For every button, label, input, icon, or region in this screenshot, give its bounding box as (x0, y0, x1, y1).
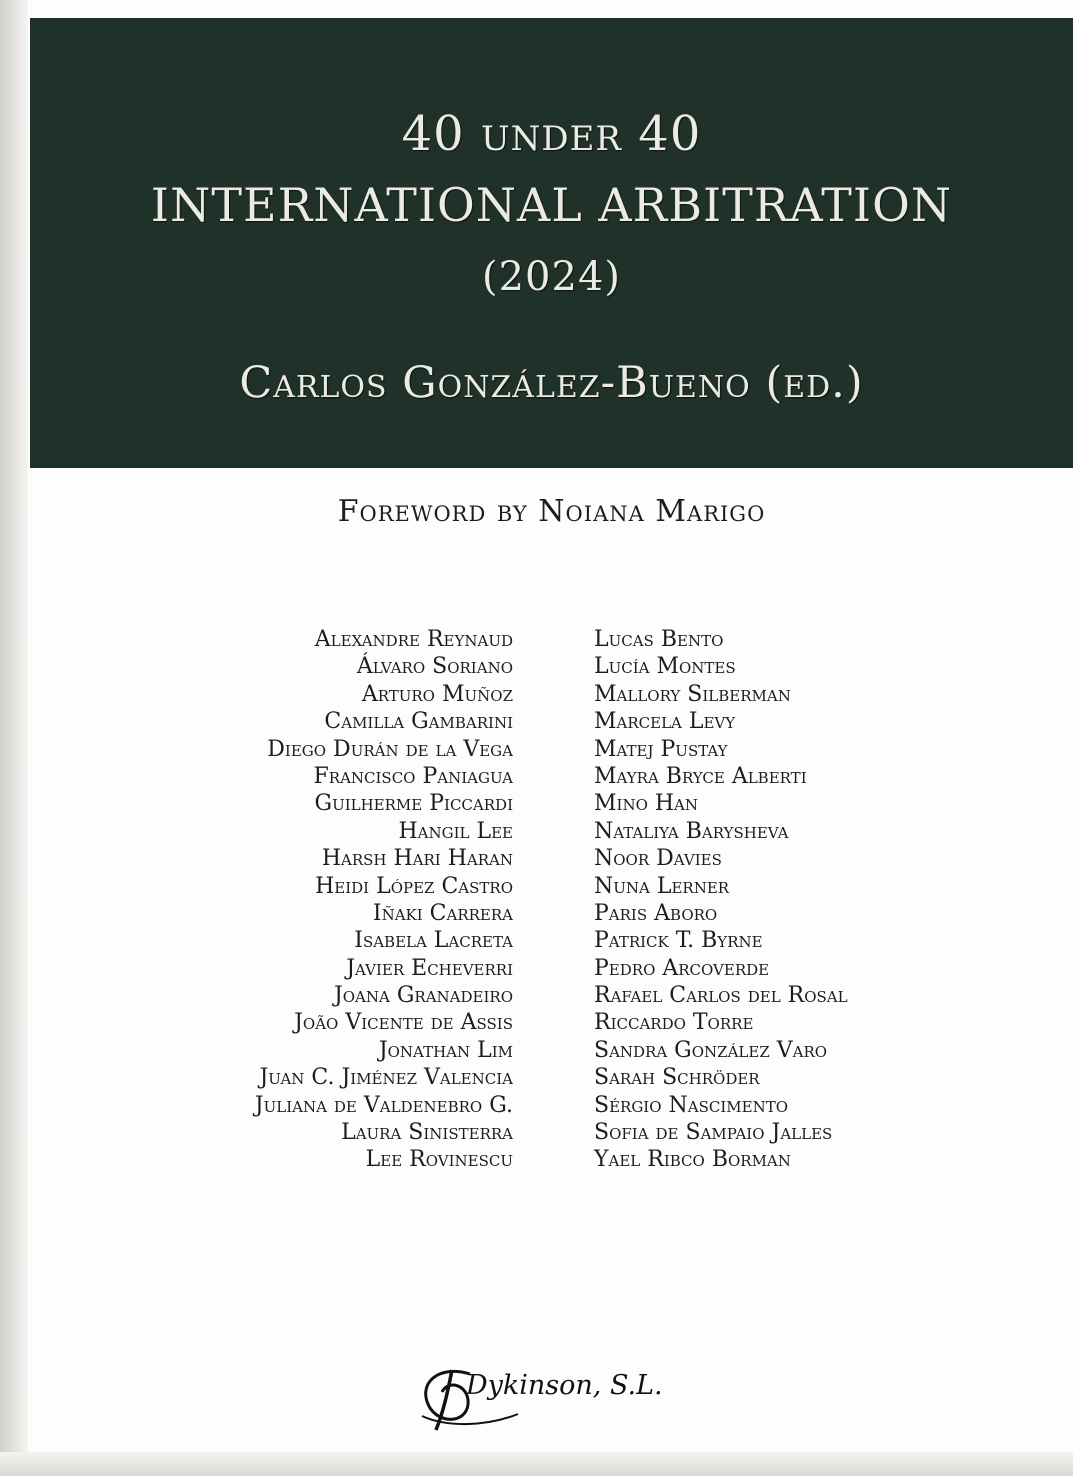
contributor-name: Álvaro Soriano (356, 654, 513, 680)
contributor-name: Marcela Levy (594, 709, 736, 735)
contributor-name: Sérgio Nascimento (594, 1092, 789, 1118)
contributor-name: Nuna Lerner (594, 873, 730, 899)
publication-year: (2024) (481, 254, 621, 300)
contributor-name: Lucía Montes (594, 654, 736, 680)
contributor-name: Juliana de Valdenebro G. (254, 1092, 513, 1118)
contributor-name: Diego Durán de la Vega (267, 736, 513, 762)
contributor-name: Harsh Hari Haran (321, 846, 513, 872)
contributor-name: Pedro Arcoverde (594, 955, 770, 981)
contributors-left-column (255, 626, 513, 1174)
contributor-name: Laura Sinisterra (341, 1120, 513, 1146)
contributor-name: Arturo Muñoz (361, 681, 513, 707)
editor-name: Carlos González-Bueno (ed.) (239, 358, 864, 408)
contributor-name: Yael Ribco Borman (594, 1147, 791, 1173)
foreword-credit: Foreword by Noiana Marigo (337, 494, 766, 529)
contributor-name: Hangil Lee (398, 818, 513, 844)
contributor-name: Rafael Carlos del Rosal (594, 983, 848, 1009)
contributor-name: Nataliya Barysheva (594, 818, 789, 844)
contributor-name: Mayra Bryce Alberti (594, 763, 807, 789)
contributor-name: Francisco Paniagua (313, 763, 513, 789)
contributor-name: Heidi López Castro (315, 873, 513, 899)
contributor-name: Iñaki Carrera (372, 900, 513, 926)
contributor-name: Lucas Bento (594, 627, 724, 652)
contributor-name: Paris Aboro (594, 900, 718, 926)
title-line-2: INTERNATIONAL ARBITRATION (150, 178, 953, 232)
title-line-1: 40 under 40 (401, 106, 702, 162)
publisher-name: Dykinson, S.L. (466, 1370, 663, 1401)
contributor-name: Lee Rovinescu (365, 1147, 513, 1173)
contributor-name: Mallory Silberman (594, 681, 791, 707)
contributor-name: Sofia de Sampaio Jalles (594, 1120, 833, 1146)
contributor-name: Juan C. Jiménez Valencia (259, 1065, 513, 1091)
contributor-name: Camilla Gambarini (324, 709, 513, 735)
contributor-name: Joana Granadeiro (333, 983, 513, 1009)
contributor-name: Patrick T. Byrne (594, 928, 763, 954)
cover-bottom-edge (0, 1452, 1073, 1476)
contributor-name: Matej Pustay (594, 736, 728, 762)
contributor-name: Javier Echeverri (346, 955, 513, 981)
contributor-name: João Vicente de Assis (294, 1010, 513, 1036)
contributor-name: Isabela Lacreta (354, 928, 513, 954)
contributor-name: Sandra González Varo (594, 1037, 828, 1063)
contributor-name: Guilherme Piccardi (314, 791, 513, 817)
contributors-right-column (594, 626, 848, 1174)
contributor-name: Noor Davies (594, 846, 722, 872)
title-panel (30, 18, 1073, 468)
contributor-name: Sarah Schröder (594, 1065, 760, 1091)
contributor-name: Mino Han (594, 791, 699, 817)
contributor-name: Jonathan Lim (378, 1037, 513, 1063)
publisher-logo (408, 1356, 708, 1436)
contributor-name: Alexandre Reynaud (314, 627, 513, 652)
contributor-name: Riccardo Torre (594, 1010, 754, 1036)
cover-spine-edge (0, 0, 28, 1476)
